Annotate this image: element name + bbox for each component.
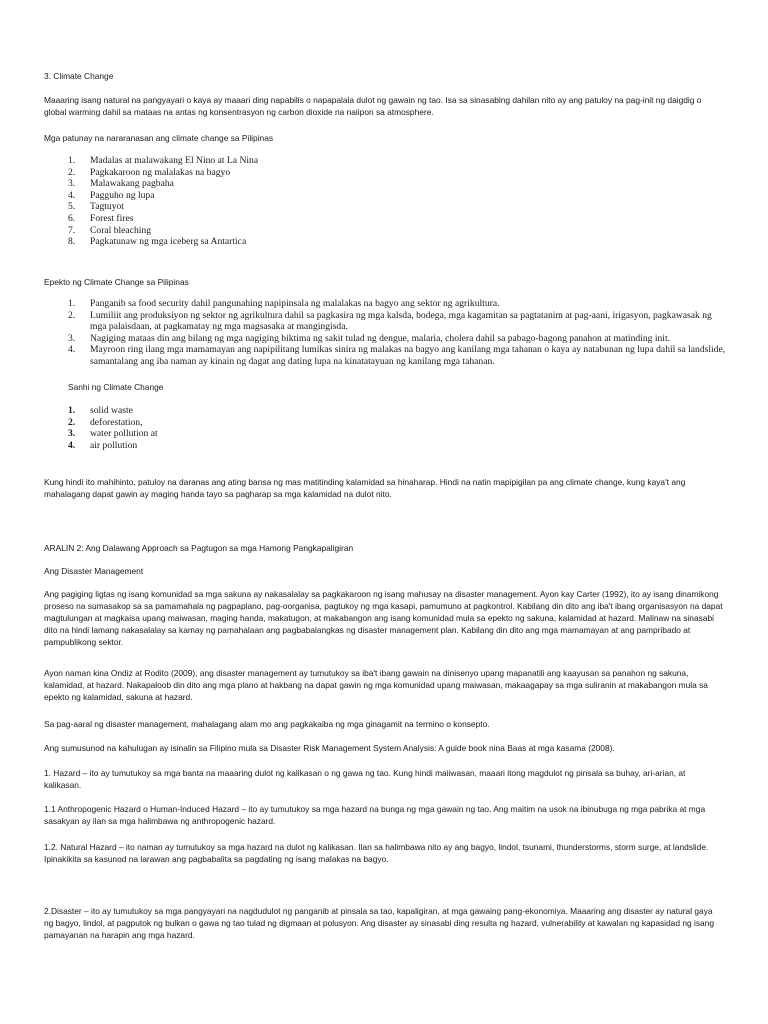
list-item: 1. Panganib sa food security dahil pangunahing napipinsala ng malalakas na bagyo ang sektor ng agrikultura. bbox=[68, 298, 500, 309]
epekto-heading: Epekto ng Climate Change sa Pilipinas bbox=[44, 277, 189, 287]
list-item: 2. Pagkakaroon ng malalakas na bagyo bbox=[68, 166, 231, 178]
paragraph-termino: Sa pag-aaral ng disaster management, mahalagang alam mo ang pagkakaiba ng mga ginagamit na termino o konsepto. bbox=[44, 719, 490, 729]
lesson-heading: ARALIN 2: Ang Dalawang Approach sa Pagtugon sa mga Hamong Pangkapaligiran bbox=[44, 543, 354, 553]
definition-disaster: 2.Disaster – ito ay tumutukoy sa mga pangyayari na nagdudulot ng panganib at pinsala sa tao, kapaligiran, at mga gawaing pang-ekonomiya. Maaaring ang disaster ay natural gaya ng bagyo, lindol, at pagputok ng bulkan o gawa ng tao tulad ng digmaan at polusyon. Ang disaster ay sinasabi ding resulta ng hazard, vulnerability at kawalan ng kapasidad ng isang pamayanan na harapin ang mga hazard. bbox=[44, 906, 714, 940]
list-item: 8. Pagkatunaw ng mga iceberg sa Antartica bbox=[68, 236, 247, 248]
list-item: 7. Coral bleaching bbox=[68, 224, 152, 236]
sanhi-list bbox=[68, 405, 728, 451]
list-item: 4. air pollution bbox=[68, 439, 138, 451]
epekto-list bbox=[68, 298, 728, 368]
list-item: 2. Lumiliit ang produksiyon ng sektor ng agrikultura dahil sa pagkasira ng mga kalsda, bodega, mga kagamitan sa pagtatanim at pag-aani, irigasyon, pagkawasak ng mga palaisdaan, at pagkamatay ng mga magsasaka at mangingisda. bbox=[68, 309, 712, 333]
list-item: 1. Madalas at malawakang El Nino at La Nina bbox=[68, 155, 259, 166]
definition-hazard: 1. Hazard – ito ay tumutukoy sa mga banta na maaaring dulot ng kalikasan o ng gawa ng tao. Kung hindi maiiwasan, maaari itong magdulot ng pinsala sa buhay, ari-arian, at kalikasan. bbox=[44, 768, 686, 790]
list-item: 6. Forest fires bbox=[68, 212, 134, 224]
list-item: 4. Pagguho ng lupa bbox=[68, 189, 155, 201]
list-item: 1. solid waste bbox=[68, 405, 133, 416]
definition-anthropogenic-hazard: 1.1 Anthropogenic Hazard o Human-Induced Hazard – ito ay tumutukoy sa mga hazard na bunga ng mga gawain ng tao. Ang maitim na usok na ibinubuga ng mga pabrika at mga sasakyan ay ilan sa mga halimbawa ng anthropogenic hazard. bbox=[44, 804, 706, 826]
list-item: 4. Mayroon ring ilang mga mamamayan ang napipilitang lumikas sinira ng malakas na bagyo ang kanilang mga tahanan o kaya ay natabunan ng lupa dahil sa landslide, samantalang ang iba naman ay kinain ng dagat ang dating lupa na kinatatayuan ng kanilang mga tahanan. bbox=[68, 344, 726, 367]
closing-paragraph: Kung hindi ito mahihinto, patuloy na daranas ang ating bansa ng mas matitinding kalamidad sa hinaharap. Hindi na natin mapipigilan pa ang climate change, kung kaya't ang mahalagang dapat gawin ay maging handa tayo sa pagharap sa mga kalamidad na dulot nito. bbox=[44, 477, 686, 499]
section-heading-climate-change: 3. Climate Change bbox=[44, 71, 114, 81]
paragraph-baas: Ang sumusunod na kahulugan ay isinalin sa Filipino mula sa Disaster Risk Management System Analysis: A guide book nina Baas at mga kasama (2008). bbox=[44, 743, 615, 753]
list-item: 3. Nagiging mataas din ang bilang ng mga nagiging biktima ng sakit tulad ng dengue, malaria, cholera dahil sa pabago-bagong panahon at matinding init. bbox=[68, 332, 671, 344]
list-item: 5. Tagtuyot bbox=[68, 201, 124, 213]
disaster-management-heading: Ang Disaster Management bbox=[44, 566, 144, 576]
definition-natural-hazard: 1.2. Natural Hazard – ito naman ay tumutukoy sa mga hazard na dulot ng kalikasan. Ilan sa halimbawa nito ay ang bagyo, lindol, tsunami, thunderstorms, storm surge, at landslide. Ipinakikita sa kasunod na larawan ang pagbabalita sa pagdating ng isang malakas na bagyo. bbox=[44, 842, 709, 864]
list-item: 3. water pollution at bbox=[68, 428, 158, 440]
paragraph-carter: Ang pagiging ligtas ng isang komunidad sa mga sakuna ay nakasalalay sa pagkakaroon ng isang mahusay na disaster management. Ayon kay Carter (1992), ito ay isang dinamikong proseso na sumasakop sa sa pamamahala ng pagpaplano, pag-oorganisa, pagtukoy ng mga kasapi, pamumuno at pagkontrol. Kabilang din dito ang iba't ibang organisasyon na dapat magtulungan at magkaisa upang maiwasan, maging handa, makatugon, at makabangon ang isang komunidad mula sa epekto ng sakuna, kalamidad at hazard. Malinaw na sinasabi dito na hindi lamang nakasalalay sa kamay ng pamahalaan ang pagbabalangkas ng disaster management plan. Kabilang din dito ang mga mamamayan at ang pampribado at pampublikong sektor. bbox=[44, 589, 723, 647]
list-item: 2. deforestation, bbox=[68, 416, 143, 428]
patunay-list bbox=[68, 155, 728, 248]
paragraph-ondiz-rodito: Ayon naman kina Ondiz at Rodito (2009), ang disaster management ay tumutukoy sa iba't ibang gawain na dinisenyo upang mapanatili ang kaayusan sa panahon ng sakuna, kalamidad, at hazard. Nakapaloob din dito ang mga plano at hakbang na dapat gawin ng mga komunidad upang maiwasan, makaagapay sa mga suliranin at makabangon mula sa epekto ng kalamidad, sakuna at hazard. bbox=[44, 668, 708, 702]
sanhi-heading: Sanhi ng Climate Change bbox=[68, 382, 164, 392]
climate-change-intro: Maaaring isang natural na pangyayari o kaya ay maaari ding napabilis o napapalala dulot ng gawain ng tao. Isa sa sinasabing dahilan nito ay ang patuloy na pag-init ng daigdig o global warming dahil sa mataas na antas ng konsentrasyon ng carbon dioxide na naiipon sa atmosphere. bbox=[44, 95, 702, 117]
patunay-heading: Mga patunay na nararanasan ang climate change sa Pilipinas bbox=[44, 133, 274, 143]
list-item: 3. Malawakang pagbaha bbox=[68, 178, 174, 190]
